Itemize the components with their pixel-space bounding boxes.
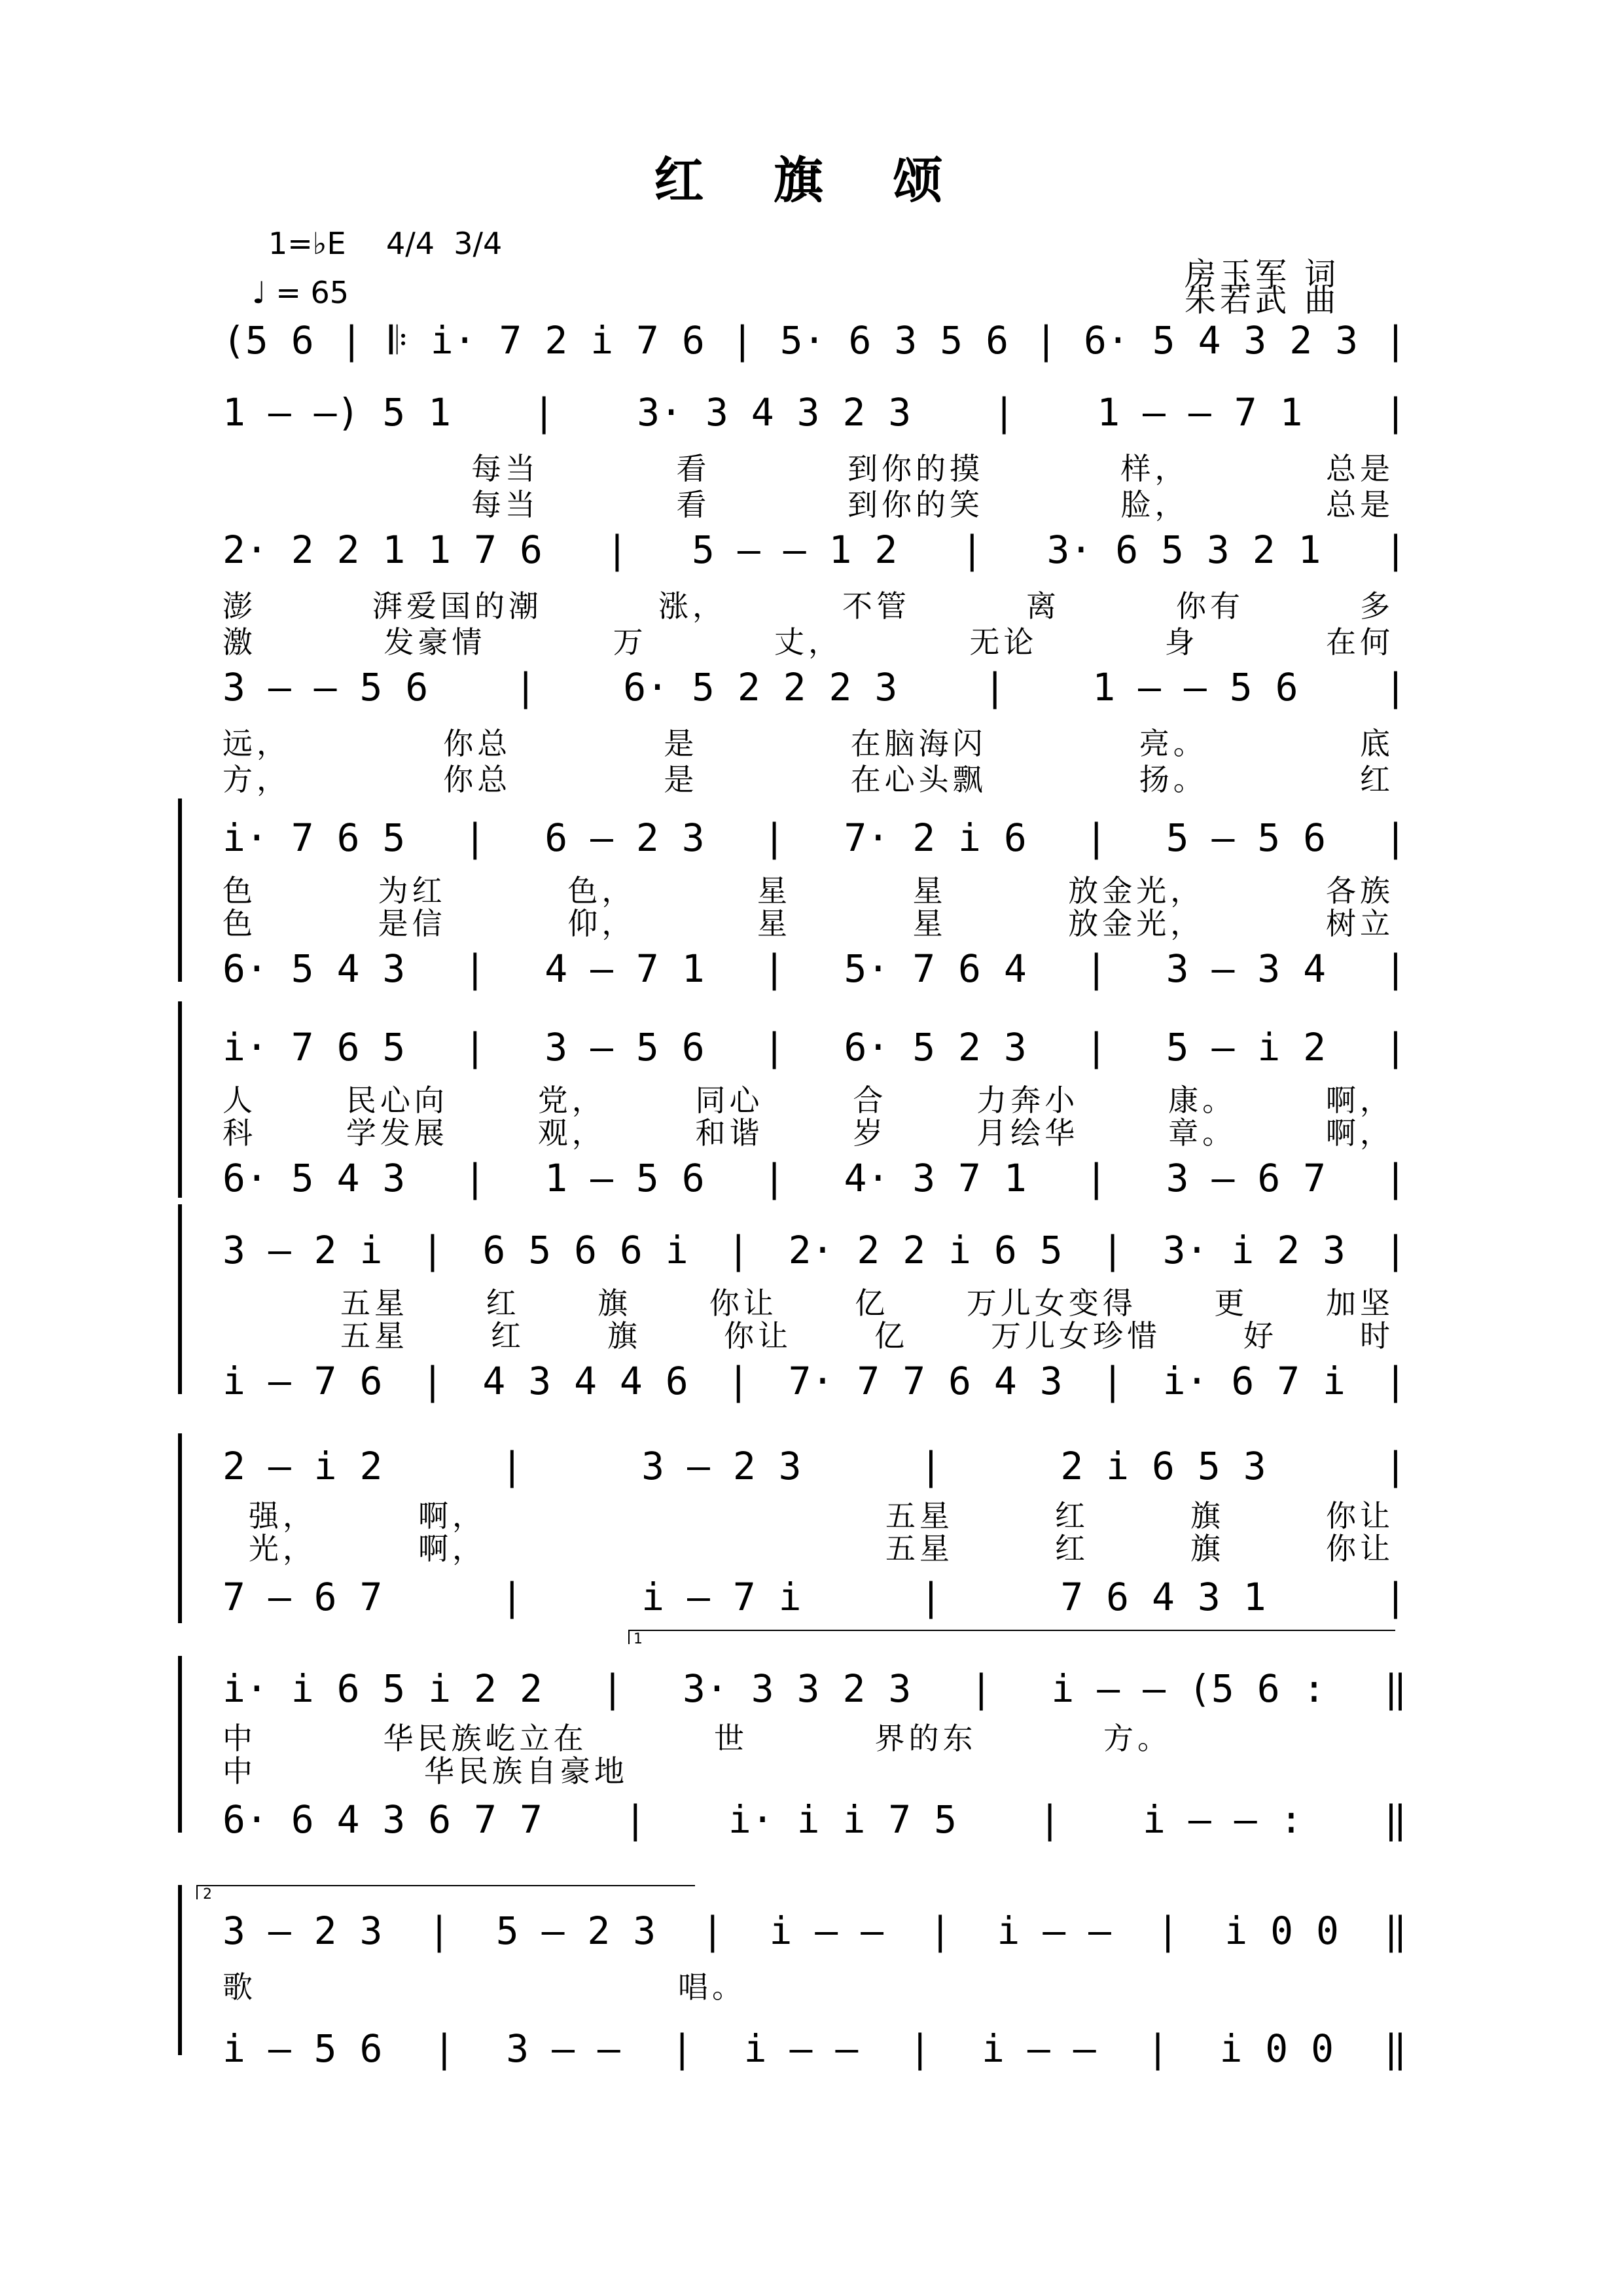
- lyric: 加坚: [1325, 1285, 1394, 1321]
- bar: i· 7 6 5: [223, 1025, 406, 1069]
- lyric: 澎: [223, 588, 257, 624]
- lyric: 总是: [1326, 487, 1394, 522]
- bar: 3· 6 5 3 2 1: [1046, 528, 1321, 572]
- lyrics-verse-2: [223, 481, 1394, 524]
- system-brace: [178, 1885, 182, 2055]
- system-brace: [178, 1001, 182, 1198]
- bar: i· i i 7 5: [728, 1797, 957, 1842]
- lyric: 旗: [1190, 1531, 1224, 1566]
- bar: 5· 6 3 5 6: [779, 318, 1008, 363]
- volta-number: 2: [203, 1886, 212, 1903]
- lyric: 你让: [1326, 1498, 1394, 1534]
- lyric: 观，: [537, 1115, 606, 1151]
- bar: i — 7 6: [223, 1359, 383, 1403]
- bar: i — —: [997, 1909, 1111, 1953]
- lyric: 看: [676, 487, 711, 522]
- lyric: 丈，: [774, 624, 842, 660]
- bar: i — 5 6: [223, 2026, 383, 2071]
- tempo-marking: ♩ = 65: [252, 275, 349, 310]
- volta-bracket: [628, 1630, 1395, 1644]
- bar: 3 — 3 4: [1166, 946, 1327, 991]
- lyric: 色: [223, 873, 257, 908]
- lyric: 看: [676, 451, 711, 486]
- lyric: 是信: [378, 906, 446, 941]
- notation-row: 3 — 2 i | 6 5 6 6 i | 2· 2 2 i 6 5 | 3· i 2 3 |: [223, 1228, 1407, 1272]
- lyric: 旗: [607, 1318, 641, 1354]
- lyric: 湃爱国的潮: [372, 588, 543, 624]
- bar: i — —: [982, 2026, 1096, 2071]
- lyric: 亿: [874, 1318, 908, 1354]
- bar: 3 — 6 7: [1166, 1156, 1327, 1200]
- lyric: 涨，: [658, 588, 726, 624]
- bar: 1 — —) 5 1: [223, 390, 452, 435]
- lyric: 激: [223, 624, 257, 660]
- lyric: 到你的摸: [847, 451, 984, 486]
- bar: 3 — 5 6: [544, 1025, 705, 1069]
- bar: 3 — 2 3: [641, 1444, 802, 1488]
- lyric: 力奔小: [976, 1083, 1079, 1118]
- lyric: 在何: [1325, 624, 1394, 660]
- bar: 6· 5 4 3 2 3: [1083, 318, 1359, 363]
- lyric: 岁: [853, 1115, 887, 1151]
- bar: i — — :: [1143, 1797, 1303, 1842]
- system-brace: [178, 798, 182, 982]
- lyric: 你有: [1176, 588, 1244, 624]
- lyric: 身: [1164, 624, 1199, 660]
- notation-row: i — 5 6 | 3 — — | i — — | i — — | i 0 0 ‖: [223, 2026, 1407, 2071]
- lyric: 无论: [969, 624, 1038, 660]
- lyric: 为红: [378, 873, 446, 908]
- key-signature: 1=♭E: [268, 226, 346, 261]
- bar: 6· 6 4 3 6 7 7: [223, 1797, 543, 1842]
- lyric: 强，: [249, 1498, 317, 1534]
- bar: 4· 3 7 1: [844, 1156, 1027, 1200]
- bar: i — —: [743, 2026, 859, 2071]
- lyric: 啊，: [418, 1531, 486, 1566]
- lyric: 每当: [471, 451, 539, 486]
- lyric: 样，: [1120, 451, 1189, 486]
- lyric: 界的东: [874, 1721, 977, 1756]
- bar: 5· 7 6 4: [844, 946, 1027, 991]
- bar: 3 — —: [506, 2026, 620, 2071]
- lyric: 万儿女变得: [966, 1285, 1137, 1321]
- system-brace: [178, 1433, 182, 1623]
- notation-row: 6· 5 4 3 | 1 — 5 6 | 4· 3 7 1 | 3 — 6 7 |: [223, 1156, 1407, 1200]
- lyrics-verse-2: [223, 1312, 1394, 1355]
- bar: 6 5 6 6 i: [482, 1228, 688, 1272]
- system-brace: [178, 1204, 182, 1394]
- lyric: 方，: [223, 762, 291, 797]
- time-signatures: 4/4 3/4: [386, 226, 503, 261]
- lyric: 你让: [724, 1318, 792, 1354]
- lyric: 唱。: [678, 1969, 746, 2005]
- bar: i· 6 7 i: [1162, 1359, 1346, 1403]
- lyric: 章。: [1168, 1115, 1237, 1151]
- lyric: 人: [223, 1083, 257, 1118]
- bar: 2· 2 2 i 6 5: [788, 1228, 1063, 1272]
- lyric: 每当: [471, 487, 539, 522]
- notation-row: 6· 6 4 3 6 7 7 | i· i i 7 5 | i — — : ‖: [223, 1797, 1407, 1842]
- volta-bracket: [196, 1885, 695, 1899]
- lyric: 到你的笑: [847, 487, 984, 522]
- bar: 3· 3 4 3 2 3: [637, 390, 912, 435]
- lyric: 五星: [885, 1498, 954, 1534]
- lyric: 红: [1359, 762, 1394, 797]
- bar: 7· 2 i 6: [844, 816, 1027, 860]
- bar: 4 — 7 1: [544, 946, 705, 991]
- lyric: 星: [757, 906, 791, 941]
- bar: 6· 5 4 3: [223, 1156, 406, 1200]
- lyric: 各族: [1325, 873, 1394, 908]
- bar: 7 — 6 7: [223, 1575, 383, 1619]
- lyric: 五星: [340, 1285, 408, 1321]
- lyric: 时: [1360, 1318, 1394, 1354]
- bar: 𝄆 i· 7 2 i 7 6: [389, 317, 705, 363]
- lyric: 多: [1360, 588, 1394, 624]
- lyric: 啊，: [418, 1498, 486, 1534]
- lyric: 中: [223, 1721, 257, 1756]
- bar: 6· 5 2 3: [844, 1025, 1027, 1069]
- bar: 3· i 2 3: [1162, 1228, 1346, 1272]
- lyric: 方。: [1103, 1721, 1171, 1756]
- bar: 3 — — 5 6: [223, 665, 429, 709]
- bar: i — —: [769, 1909, 884, 1953]
- bar: (5 6: [223, 318, 314, 363]
- bar: 3 — 2 i: [223, 1228, 383, 1272]
- notation-row: 3 — — 5 6 | 6· 5 2 2 2 3 | 1 — — 5 6 |: [223, 665, 1407, 709]
- bar: i· 7 6 5: [223, 816, 406, 860]
- bar: 6 — 2 3: [544, 816, 705, 860]
- lyric: 啊，: [1325, 1115, 1394, 1151]
- lyric: 和谐: [695, 1115, 764, 1151]
- lyric: 好: [1243, 1318, 1277, 1354]
- lyricist-credit: 房玉军 词: [1185, 256, 1340, 293]
- lyric: 中: [223, 1753, 257, 1789]
- notation-row: i — 7 6 | 4 3 4 4 6 | 7· 7 7 6 4 3 | i· 6 7 i |: [223, 1359, 1407, 1403]
- lyric: 旗: [1190, 1498, 1224, 1534]
- lyric: 扬。: [1139, 762, 1207, 797]
- bar: 3 — 2 3: [223, 1909, 383, 1953]
- bar: 5 — i 2: [1166, 1025, 1327, 1069]
- lyrics-verse-2: [223, 900, 1394, 943]
- lyric: 放金光，: [1068, 906, 1205, 941]
- bar: 5 — — 1 2: [692, 528, 898, 572]
- lyric: 亿: [855, 1285, 889, 1321]
- notation-row: i· 7 6 5 | 3 — 5 6 | 6· 5 2 3 | 5 — i 2 |: [223, 1025, 1407, 1069]
- lyric: 远，: [223, 726, 291, 761]
- lyric: 红: [1055, 1531, 1089, 1566]
- bar: 1 — — 7 1: [1097, 390, 1303, 435]
- lyrics-verse-2: [223, 619, 1394, 662]
- bar: i — 7 i: [641, 1575, 802, 1619]
- lyric: 五星: [885, 1531, 954, 1566]
- bar: 2 — i 2: [223, 1444, 383, 1488]
- lyric: 旗: [597, 1285, 632, 1321]
- composer-credit: 朱若武 曲: [1185, 282, 1340, 319]
- notation-row: 2· 2 2 1 1 7 6 | 5 — — 1 2 | 3· 6 5 3 2 1 |: [223, 528, 1407, 572]
- bar: 1 — — 5 6: [1092, 665, 1298, 709]
- lyric: 华民族自豪地: [424, 1753, 628, 1789]
- bar: 1 — 5 6: [544, 1156, 705, 1200]
- lyric: 学发展: [346, 1115, 448, 1151]
- lyric: 合: [853, 1083, 887, 1118]
- bar: 4 3 4 4 6: [482, 1359, 688, 1403]
- lyric: 同心: [695, 1083, 764, 1118]
- lyric: 红: [491, 1318, 525, 1354]
- lyric: 五星: [340, 1318, 408, 1354]
- lyric: 康。: [1168, 1083, 1237, 1118]
- lyric: 色: [223, 906, 257, 941]
- lyrics-verse-2: [223, 1525, 1394, 1568]
- notation-row: 7 — 6 7 | i — 7 i | 7 6 4 3 1 |: [223, 1575, 1407, 1619]
- bar: 3· 3 3 2 3: [683, 1666, 912, 1711]
- bar: 2· 2 2 1 1 7 6: [223, 528, 543, 572]
- lyric: 你总: [443, 726, 512, 761]
- lyric: 民心向: [346, 1083, 448, 1118]
- lyric: 星: [757, 873, 791, 908]
- lyric: 党，: [537, 1083, 606, 1118]
- lyric: 你让: [709, 1285, 777, 1321]
- bar: 2 i 6 5 3: [1060, 1444, 1266, 1488]
- lyric: 你让: [1326, 1531, 1394, 1566]
- lyrics-verse-2: [223, 756, 1394, 799]
- lyric: 发豪情: [383, 624, 486, 660]
- lyric: 啊，: [1325, 1083, 1394, 1118]
- lyric: 色，: [567, 873, 636, 908]
- lyric: 离: [1026, 588, 1060, 624]
- lyric: 歌: [223, 1969, 257, 2005]
- lyric: 星: [912, 906, 947, 941]
- bar: i 0 0: [1224, 1909, 1339, 1953]
- lyric: 树立: [1325, 906, 1394, 941]
- bar: i — — (5 6 :: [1051, 1666, 1326, 1711]
- lyric: 是: [664, 762, 698, 797]
- lyric: 亮。: [1139, 726, 1207, 761]
- bar: 6· 5 4 3: [223, 946, 406, 991]
- lyric: 在脑海闪: [850, 726, 987, 761]
- lyric: 放金光，: [1068, 873, 1205, 908]
- lyric: 月绘华: [976, 1115, 1079, 1151]
- system-brace: [178, 1656, 182, 1833]
- lyric: 光，: [249, 1531, 317, 1566]
- notation-row: i· i 6 5 i 2 2 | 3· 3 3 2 3 | i — — (5 6 : ‖: [223, 1666, 1407, 1711]
- bar: i· i 6 5 i 2 2: [223, 1666, 543, 1711]
- lyric: 在心头飘: [850, 762, 987, 797]
- bar: i 0 0: [1219, 2026, 1334, 2071]
- lyrics-verse-2: [223, 1109, 1394, 1153]
- lyric: 总是: [1326, 451, 1394, 486]
- lyric: 是: [664, 726, 698, 761]
- notation-row: 1 — —) 5 1 | 3· 3 4 3 2 3 | 1 — — 7 1 |: [223, 390, 1407, 435]
- lyric: 星: [912, 873, 947, 908]
- bar: 7· 7 7 6 4 3: [788, 1359, 1063, 1403]
- lyric: 红: [486, 1285, 520, 1321]
- lyric: 仰，: [567, 906, 636, 941]
- lyric: 更: [1214, 1285, 1249, 1321]
- notation-row: i· 7 6 5 | 6 — 2 3 | 7· 2 i 6 | 5 — 5 6 |: [223, 816, 1407, 860]
- lyric: 底: [1359, 726, 1394, 761]
- bar: 5 — 2 3: [495, 1909, 656, 1953]
- volta-number: 1: [633, 1631, 643, 1647]
- bar: 7 6 4 3 1: [1060, 1575, 1266, 1619]
- lyric: 你总: [443, 762, 512, 797]
- lyrics-verse-1: [223, 1964, 746, 2007]
- bar: 5 — 5 6: [1166, 816, 1327, 860]
- notation-row: 6· 5 4 3 | 4 — 7 1 | 5· 7 6 4 | 3 — 3 4 |: [223, 946, 1407, 991]
- notation-row: 2 — i 2 | 3 — 2 3 | 2 i 6 5 3 |: [223, 1444, 1407, 1488]
- notation-row: (5 6 | 𝄆 i· 7 2 i 7 6 | 5· 6 3 5 6 | 6· 5 4 3 2 3 |: [223, 317, 1407, 363]
- bar: 6· 5 2 2 2 3: [623, 665, 898, 709]
- lyric: 科: [223, 1115, 257, 1151]
- lyric: 万: [613, 624, 647, 660]
- page-title: 红 旗 颂: [654, 151, 969, 209]
- lyric: 世: [714, 1721, 748, 1756]
- lyric: 红: [1055, 1498, 1089, 1534]
- lyrics-verse-2: [223, 1748, 628, 1791]
- notation-row: 3 — 2 3 | 5 — 2 3 | i — — | i — — | i 0 0 ‖: [223, 1909, 1407, 1953]
- lyric: 万儿女珍惜: [991, 1318, 1161, 1354]
- lyric: 不管: [842, 588, 910, 624]
- lyric: 华民族屹立在: [383, 1721, 588, 1756]
- lyric: 脸，: [1120, 487, 1189, 522]
